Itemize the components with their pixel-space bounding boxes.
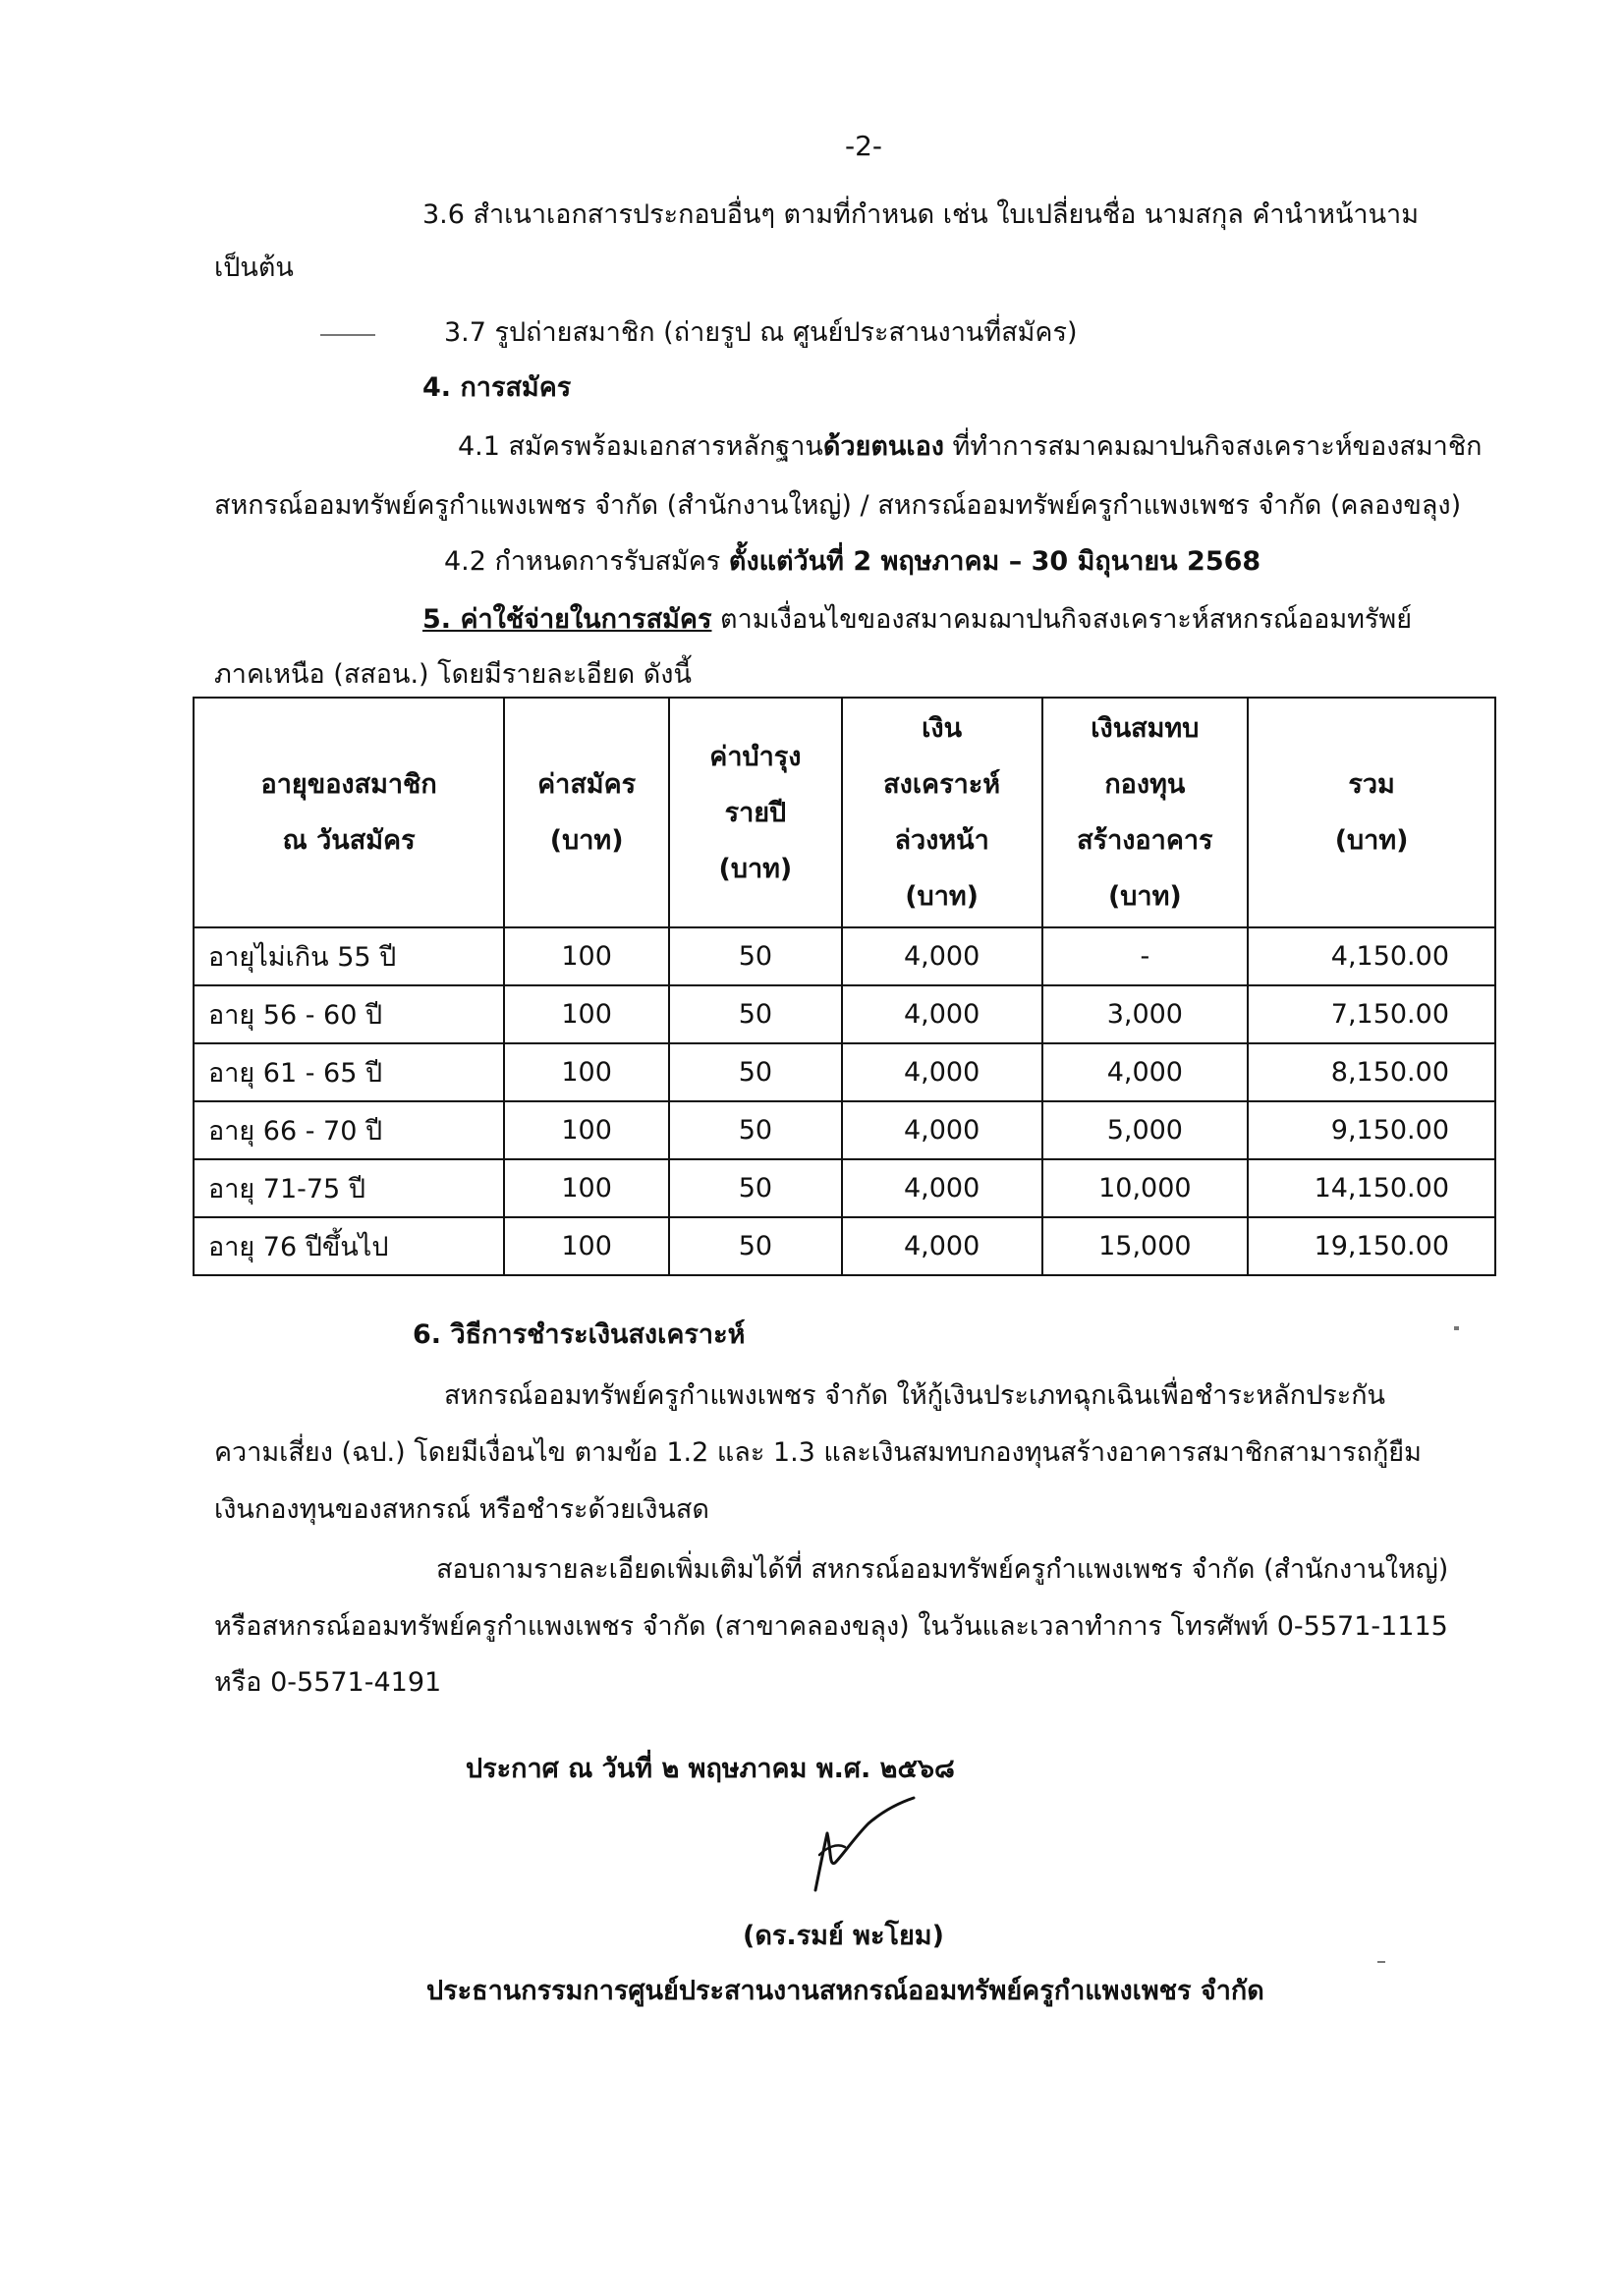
cell-age: อายุ 61 - 65 ปี (194, 1043, 504, 1101)
cell-total: 4,150.00 (1248, 927, 1495, 985)
cell-annual-fee: 50 (669, 1217, 842, 1275)
item-4-1-line2: สหกรณ์ออมทรัพย์ครูกำแพงเพชร จำกัด (สำนักงานใหญ่) / สหกรณ์ออมทรัพย์ครูกำแพงเพชร จำกัด (คลองขลุง) (214, 490, 1462, 521)
cell-annual-fee: 50 (669, 1159, 842, 1217)
header-application-fee: ค่าสมัคร (บาท) (504, 698, 669, 927)
cell-age: อายุ 56 - 60 ปี (194, 985, 504, 1043)
cell-building-fund: - (1042, 927, 1249, 985)
item-4-2-prefix: 4.2 กำหนดการรับสมัคร (444, 546, 729, 577)
signature-mark (798, 1794, 925, 1902)
header-annual-fee: ค่าบำรุง รายปี (บาท) (669, 698, 842, 927)
cell-age: อายุ 66 - 70 ปี (194, 1101, 504, 1159)
cell-advance-welfare: 4,000 (842, 1159, 1042, 1217)
cell-annual-fee: 50 (669, 1101, 842, 1159)
cell-building-fund: 4,000 (1042, 1043, 1249, 1101)
scan-artifact (320, 334, 375, 336)
section-5-line2: ภาคเหนือ (สสอน.) โดยมีรายละเอียด ดังนี้ (214, 659, 692, 690)
section-6-para1-line2: ความเสี่ยง (ฉป.) โดยมีเงื่อนไข ตามข้อ 1.2 และ 1.3 และเงินสมทบกองทุนสร้างอาคารสมาชิกสามารถกู้ยืม (214, 1437, 1422, 1468)
cell-total: 14,150.00 (1248, 1159, 1495, 1217)
cell-total: 19,150.00 (1248, 1217, 1495, 1275)
fee-table (193, 697, 1496, 1276)
cell-building-fund: 5,000 (1042, 1101, 1249, 1159)
section-5-line1 (422, 597, 1412, 640)
table-row (194, 1043, 1495, 1101)
fee-table-header-row (194, 698, 1495, 927)
cell-age: อายุ 71-75 ปี (194, 1159, 504, 1217)
table-row (194, 1217, 1495, 1275)
cell-advance-welfare: 4,000 (842, 1101, 1042, 1159)
cell-application-fee: 100 (504, 1101, 669, 1159)
cell-advance-welfare: 4,000 (842, 1217, 1042, 1275)
cell-building-fund: 3,000 (1042, 985, 1249, 1043)
section-5-heading-suffix: ตามเงื่อนไขของสมาคมฌาปนกิจสงเคราะห์สหกรณ์ออมทรัพย์ (711, 604, 1413, 635)
item-3-6-line2: เป็นต้น (214, 252, 294, 283)
item-4-1-prefix: 4.1 สมัครพร้อมเอกสารหลักฐาน (458, 431, 823, 462)
section-6-heading: 6. วิธีการชำระเงินสงเคราะห์ (413, 1319, 746, 1350)
item-4-1-suffix: ที่ทำการสมาคมฌาปนกิจสงเคราะห์ของสมาชิก (943, 431, 1483, 462)
item-4-2-bold: ตั้งแต่วันที่ 2 พฤษภาคม – 30 มิถุนายน 2568 (728, 546, 1261, 577)
table-row (194, 1101, 1495, 1159)
scan-artifact (1454, 1326, 1459, 1330)
cell-advance-welfare: 4,000 (842, 985, 1042, 1043)
cell-application-fee: 100 (504, 1217, 669, 1275)
section-4-heading: 4. การสมัคร (422, 372, 572, 403)
cell-age: อายุ 76 ปีขึ้นไป (194, 1217, 504, 1275)
table-row (194, 985, 1495, 1043)
cell-advance-welfare: 4,000 (842, 1043, 1042, 1101)
header-building-fund: เงินสมทบ กองทุน สร้างอาคาร (บาท) (1042, 698, 1249, 927)
section-6-para2-line3: หรือ 0-5571-4191 (214, 1667, 442, 1698)
item-4-1-bold: ด้วยตนเอง (822, 431, 944, 462)
cell-age: อายุไม่เกิน 55 ปี (194, 927, 504, 985)
header-total: รวม (บาท) (1248, 698, 1495, 927)
cell-total: 7,150.00 (1248, 985, 1495, 1043)
cell-application-fee: 100 (504, 1159, 669, 1217)
section-5-heading: 5. ค่าใช้จ่ายในการสมัคร (422, 604, 712, 635)
header-advance-welfare: เงิน สงเคราะห์ ล่วงหน้า (บาท) (842, 698, 1042, 927)
cell-total: 8,150.00 (1248, 1043, 1495, 1101)
section-6-para1-line1: สหกรณ์ออมทรัพย์ครูกำแพงเพชร จำกัด ให้กู้เงินประเภทฉุกเฉินเพื่อชำระหลักประกัน (444, 1380, 1386, 1411)
cell-application-fee: 100 (504, 927, 669, 985)
page-number: -2- (845, 130, 883, 162)
signatory-name: (ดร.รมย์ พะโยม) (743, 1921, 944, 1951)
cell-annual-fee: 50 (669, 927, 842, 985)
scan-artifact (1377, 1961, 1385, 1963)
cell-advance-welfare: 4,000 (842, 927, 1042, 985)
item-3-7: 3.7 รูปถ่ายสมาชิก (ถ่ายรูป ณ ศูนย์ประสานงานที่สมัคร) (444, 317, 1078, 348)
section-6-para2-line2: หรือสหกรณ์ออมทรัพย์ครูกำแพงเพชร จำกัด (สาขาคลองขลุง) ในวันและเวลาทำการ โทรศัพท์ 0-5571-1115 (214, 1611, 1448, 1642)
item-4-2 (444, 539, 1260, 582)
section-6-para1-line3: เงินกองทุนของสหกรณ์ หรือชำระด้วยเงินสด (214, 1494, 709, 1525)
cell-building-fund: 10,000 (1042, 1159, 1249, 1217)
item-3-6-line1: 3.6 สำเนาเอกสารประกอบอื่นๆ ตามที่กำหนด เช่น ใบเปลี่ยนชื่อ นามสกุล คำนำหน้านาม (422, 199, 1419, 230)
cell-application-fee: 100 (504, 1043, 669, 1101)
cell-application-fee: 100 (504, 985, 669, 1043)
header-age: อายุของสมาชิก ณ วันสมัคร (194, 698, 504, 927)
cell-total: 9,150.00 (1248, 1101, 1495, 1159)
table-row (194, 927, 1495, 985)
cell-building-fund: 15,000 (1042, 1217, 1249, 1275)
signatory-title: ประธานกรรมการศูนย์ประสานงานสหกรณ์ออมทรัพย์ครูกำแพงเพชร จำกัด (426, 1976, 1264, 2006)
table-row (194, 1159, 1495, 1217)
section-6-para2-line1: สอบถามรายละเอียดเพิ่มเติมได้ที่ สหกรณ์ออมทรัพย์ครูกำแพงเพชร จำกัด (สำนักงานใหญ่) (436, 1554, 1449, 1585)
item-4-1-line1 (458, 424, 1483, 467)
cell-annual-fee: 50 (669, 1043, 842, 1101)
cell-annual-fee: 50 (669, 985, 842, 1043)
announcement-date: ประกาศ ณ วันที่ ๒ พฤษภาคม พ.ศ. ๒๕๖๘ (466, 1754, 955, 1784)
